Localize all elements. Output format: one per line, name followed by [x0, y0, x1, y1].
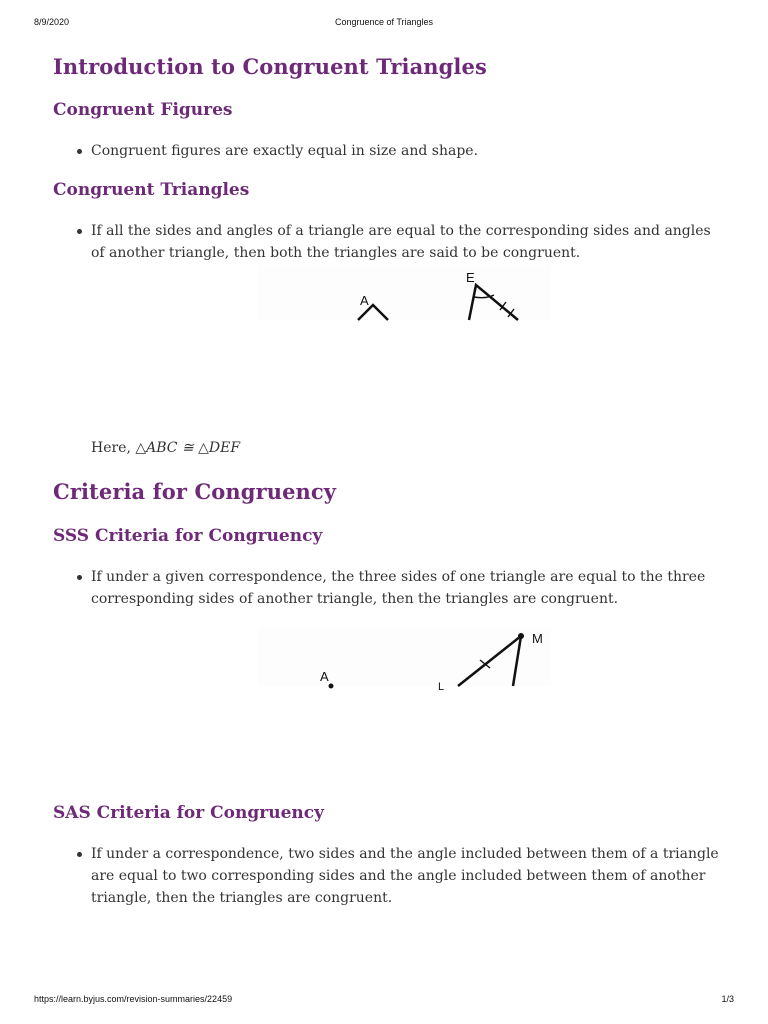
- sss-heading: SSS Criteria for Congruency: [53, 526, 323, 546]
- vertex-point-a: [329, 684, 334, 689]
- congruent-figures-bullet: Congruent figures are exactly equal in size and shape.: [91, 140, 726, 162]
- vertex-label-l: L: [438, 681, 445, 693]
- congruence-expression: △ABC ≅ △DEF: [135, 440, 241, 456]
- vertex-label-a: A: [360, 293, 369, 308]
- criteria-title: Criteria for Congruency: [53, 479, 337, 504]
- triangle-def: [469, 285, 518, 320]
- print-header-title: Congruence of Triangles: [334, 17, 434, 27]
- triangle-lmn-side: [458, 636, 521, 686]
- congruent-triangles-bullet: If all the sides and angles of a triangle are equal to the corresponding sides and angles of another triangle, then both the triangles are said to be congruent.: [91, 220, 726, 264]
- sas-heading: SAS Criteria for Congruency: [53, 803, 324, 823]
- print-header-date: 8/9/2020: [34, 17, 70, 27]
- vertex-label-m: M: [532, 631, 543, 646]
- vertex-label-a: A: [320, 669, 329, 684]
- intro-title: Introduction to Congruent Triangles: [53, 54, 487, 79]
- congruent-triangles-diagram: [258, 265, 551, 320]
- triangle-lmn-side: [513, 636, 521, 686]
- congruent-triangles-figure: [258, 265, 551, 320]
- vertex-label-e: E: [466, 270, 475, 285]
- sas-bullet: If under a correspondence, two sides and the angle included between them of a triangle are equal to two corresponding sides and the angle included between them of another triangle, then the triangles are congruent.: [91, 843, 726, 909]
- print-footer-page: 1/3: [721, 994, 734, 1004]
- congruent-triangles-heading: Congruent Triangles: [53, 180, 250, 200]
- print-footer-url: https://learn.byjus.com/revision-summaries/22459: [34, 994, 233, 1004]
- sss-diagram: [258, 628, 551, 693]
- sss-figure: [258, 628, 551, 693]
- sss-bullet: If under a given correspondence, the three sides of one triangle are equal to the three corresponding sides of another triangle, then the triangles are congruent.: [91, 566, 726, 610]
- congruence-statement: [91, 440, 240, 456]
- here-label: Here,: [91, 440, 131, 456]
- congruent-figures-heading: Congruent Figures: [53, 100, 233, 120]
